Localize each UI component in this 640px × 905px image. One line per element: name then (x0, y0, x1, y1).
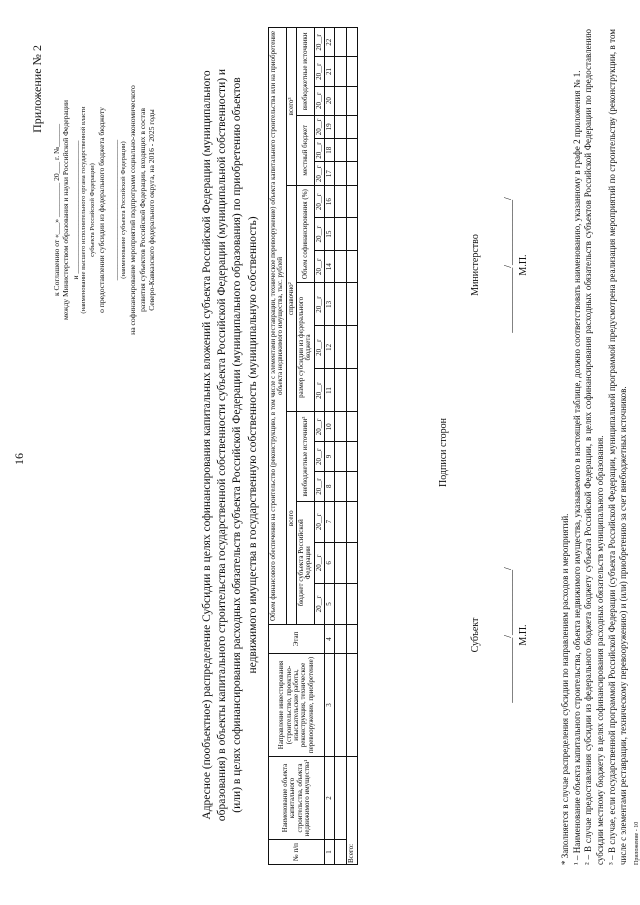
year-cell: 20__г (314, 162, 324, 185)
page-number: 16 (12, 453, 26, 465)
header-reference: справочно² (286, 185, 296, 412)
empty-cell (347, 501, 357, 542)
empty-cell (335, 840, 347, 865)
empty-cell (347, 86, 357, 115)
header-line-4: о предоставлении субсидии из федерального бюджета бюджету (96, 107, 106, 313)
year-cell: 20__г (314, 471, 324, 501)
empty-cell (335, 654, 347, 757)
col-number: 20 (325, 86, 335, 115)
empty-cell (335, 115, 347, 138)
col-number: 13 (325, 283, 335, 326)
col-number: 17 (325, 162, 335, 185)
year-cell: 20__г (314, 218, 324, 250)
empty-cell (347, 369, 357, 412)
header-total-2: всего³ (286, 28, 296, 186)
year-cell: 20__г (314, 442, 324, 472)
empty-cell (347, 471, 357, 501)
empty-cell (347, 185, 357, 217)
col-number: 14 (325, 250, 335, 282)
empty-cell (347, 583, 357, 624)
document-title: Адресное (пообъектное) распределение Субсидии в целях софинансирования капитальных вложений субъекта Российской Федерации (муниципального образования) в объекты капитального строительства государственной собственности субъекта Российской Федерации (муниципальной собственности) и (или) в целях софинансирования расходных обязательств субъекта Российской Федерации (муниципального образования) по приобретению объектов недвижимого имущества в государственную собственность (муниципальную собственность) (201, 68, 259, 822)
year-cell: 20__г (314, 542, 324, 583)
col-number: 9 (325, 442, 335, 472)
empty-cell (347, 283, 357, 326)
year-cell: 20__г (314, 250, 324, 282)
signature-line: _____________/_____________/ (503, 197, 514, 333)
total-label: Всего: (347, 757, 357, 865)
col-number: 21 (325, 57, 335, 86)
header-line-3: и ___________________________________ (70, 140, 80, 280)
header-caption-3: (наименование субъекта Российской Федерации) (119, 141, 127, 279)
col-number: 8 (325, 471, 335, 501)
footnote-1: ¹ – Наименование объекта капитального строительства, объекта недвижимого имущества, указываемого в настоящей таблице, должно соответствовать наименованию, указанному в графе 2 приложения № 1. (571, 70, 582, 865)
col-number: 7 (325, 501, 335, 542)
empty-cell (335, 162, 347, 185)
header-line-2: между Министерством образования и науки Российской Федерации (61, 100, 71, 320)
year-cell: 20__г (314, 57, 324, 86)
year-cell: 20__г (314, 115, 324, 138)
stamp-label: М.П. (518, 624, 529, 646)
header-line-5: _____________________________________ (110, 139, 120, 281)
header-cofinancing: Объем софинансирования (%) (297, 185, 315, 282)
signature-line: _____________/_____________/ (503, 567, 514, 703)
header-federal-subsidy: размер субсидии из федерального бюджета (297, 283, 315, 412)
empty-cell (335, 326, 347, 369)
year-cell: 20__г (314, 501, 324, 542)
header-regional-budget: бюджет субъекта Российской Федерации (297, 501, 315, 624)
year-cell: 20__г (314, 86, 324, 115)
signature-block-ministry (470, 145, 529, 385)
footnote-2: ² – В случае предоставления субсидии из федерального бюджета бюджету субъекта Российской Федерации, в целях софинансирования расходных обязательств субъектов Российской Федерации по предоставлению субсидии местному бюджету в целях софинансирования расходных обязательств муниципального образования. (583, 29, 606, 865)
empty-cell (347, 326, 357, 369)
footnotes (560, 29, 630, 865)
header-volume: Объем финансового обеспечения на строительство (реконструкцию, в том числе с элементами реставрации, техническое перевооружение) объекта капитального строительства или на приобретение объекта недвижимого имущества, тыс. рублей (269, 28, 287, 625)
empty-cell (335, 28, 347, 57)
col-number: 4 (325, 625, 335, 654)
year-cell: 20__г (314, 185, 324, 217)
header-local-budget: местный бюджет (297, 115, 315, 185)
year-cell: 20__г (314, 583, 324, 624)
empty-row (335, 28, 347, 865)
empty-cell (335, 185, 347, 217)
col-number: 22 (325, 28, 335, 57)
header-line-7: развития субъектов Российской Федерации, входящих в состав (137, 108, 147, 312)
year-cell: 20__г (314, 412, 324, 442)
col-number: 6 (325, 542, 335, 583)
header-stage: Этап (269, 625, 325, 654)
year-cell: 20__г (314, 28, 324, 57)
year-cell: 20__г (314, 326, 324, 369)
empty-cell (335, 412, 347, 442)
empty-cell (335, 218, 347, 250)
col-number: 5 (325, 583, 335, 624)
appendix-title: Приложение № 2 (30, 45, 44, 133)
header-caption-1: (наименование высшего исполнительного органа государственной власти (80, 106, 88, 314)
footnote-0: * Заполняется в случае распределения субсидии по направлениям расходов и мероприятий. (560, 513, 570, 865)
footer-small-text: Приложение - 10 (634, 821, 640, 865)
signature-block-subject (470, 515, 529, 755)
header-object-name: Наименование объекта капитального строительства, объекта недвижимого имущества¹ (269, 757, 325, 840)
allocation-table (268, 27, 358, 865)
col-number: 15 (325, 218, 335, 250)
empty-cell (335, 471, 347, 501)
empty-cell (335, 625, 347, 654)
party-name-subject: Субъект (470, 617, 481, 653)
header-line-8: Северо-Кавказского федерального округа, на 2016 - 2025 годы (147, 109, 157, 311)
empty-cell (335, 139, 347, 162)
col-number: 12 (325, 326, 335, 369)
empty-cell (347, 625, 357, 654)
empty-cell (335, 250, 347, 282)
col-number: 2 (325, 757, 335, 840)
empty-cell (335, 86, 347, 115)
col-number: 10 (325, 412, 335, 442)
header-extrabudget: внебюджетные источники³ (297, 412, 315, 501)
header-line-1: к Соглашению от «___» _________ 20___ г. №______ (52, 123, 61, 297)
col-number: 3 (325, 654, 335, 757)
empty-cell (347, 139, 357, 162)
col-number: 18 (325, 139, 335, 162)
header-line-6: на софинансирование мероприятий подпрограмм социально-экономического (128, 85, 138, 335)
empty-cell (347, 28, 357, 57)
header-caption-2: субъекта Российской Федерации) (88, 163, 96, 257)
year-cell: 20__г (314, 283, 324, 326)
party-name-ministry: Министерство (470, 234, 481, 296)
empty-cell (347, 250, 357, 282)
column-number-row (325, 28, 335, 865)
agreement-header (52, 50, 157, 370)
col-number: 16 (325, 185, 335, 217)
empty-cell (347, 412, 357, 442)
stamp-label: М.П. (518, 254, 529, 276)
empty-cell (347, 654, 357, 757)
empty-cell (347, 162, 357, 185)
footnote-3: ³ – В случае, если государственной программой Российской Федерации (субъекта Российской Федерации, муниципальной программой предусмотрена реализация мероприятий по строительству (реконструкции, в том числе с элементами реставрации, техническому перевооружению) и (или) приобретению за счет внебюджетных источников. (606, 29, 629, 865)
empty-cell (347, 442, 357, 472)
empty-cell (335, 442, 347, 472)
col-number: 11 (325, 369, 335, 412)
empty-cell (347, 218, 357, 250)
empty-cell (335, 757, 347, 840)
empty-cell (335, 283, 347, 326)
header-no: № п/п (269, 840, 325, 865)
empty-cell (335, 542, 347, 583)
year-cell: 20__г (314, 369, 324, 412)
empty-cell (335, 583, 347, 624)
header-extrabudget-2: внебюджетные источники (297, 28, 315, 116)
header-total-1: всего (286, 412, 296, 625)
empty-cell (347, 57, 357, 86)
signatures-title: Подписи сторон (438, 417, 449, 488)
empty-cell (335, 57, 347, 86)
empty-cell (335, 501, 347, 542)
empty-cell (335, 369, 347, 412)
total-row (347, 28, 357, 865)
empty-cell (347, 542, 357, 583)
empty-cell (347, 115, 357, 138)
col-number: 1 (325, 840, 335, 865)
header-direction: Направление инвестирования (строительство, проектно-изыскательские работы, реконструкция, техническое перевооружение, приобретение) (269, 654, 325, 757)
year-cell: 20__г (314, 139, 324, 162)
col-number: 19 (325, 115, 335, 138)
